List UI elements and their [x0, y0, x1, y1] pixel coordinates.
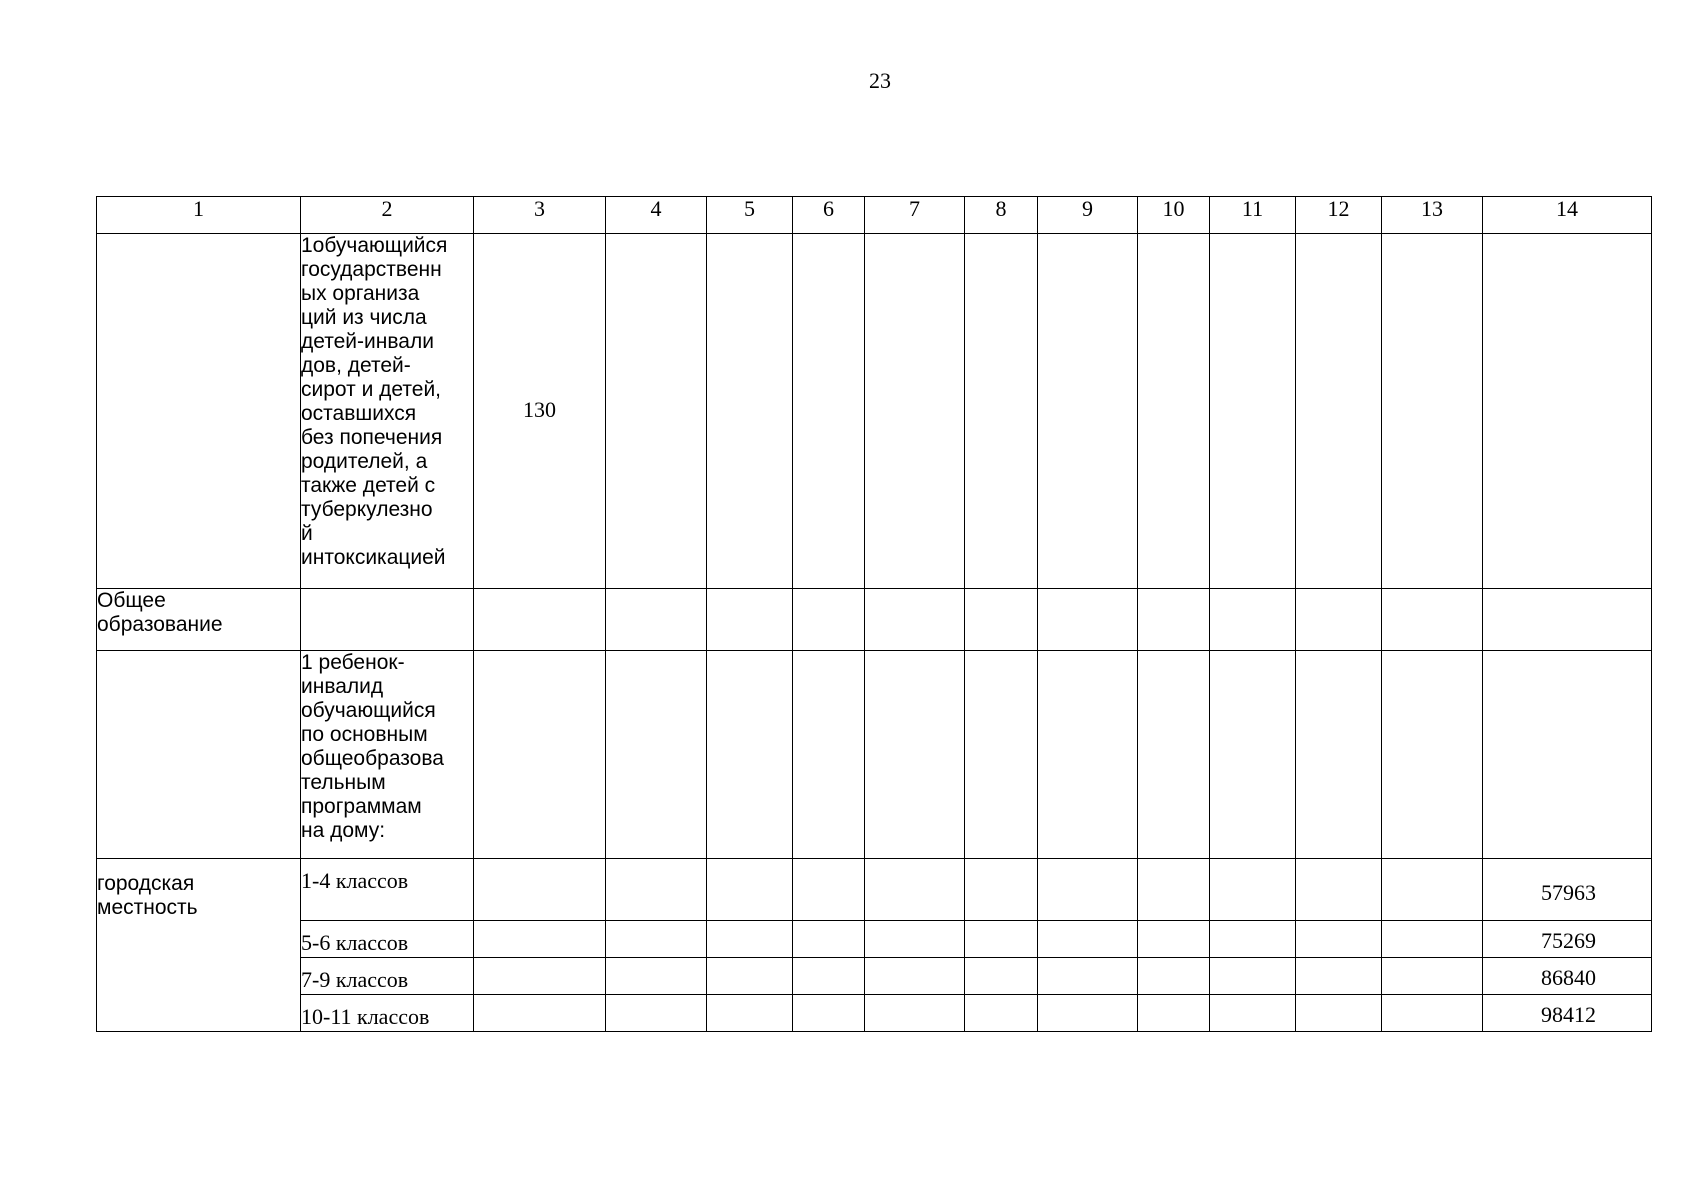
general-education-label: Общее образование [97, 589, 301, 651]
header-cell: 9 [1038, 197, 1138, 234]
header-cell: 7 [865, 197, 965, 234]
grade-range: 10-11 классов [301, 995, 474, 1032]
empty-cell [707, 234, 793, 589]
empty-cell [606, 958, 707, 995]
empty-cell [793, 921, 865, 958]
empty-cell [1483, 234, 1652, 589]
empty-cell [474, 651, 606, 859]
empty-cell [793, 651, 865, 859]
empty-cell [793, 958, 865, 995]
empty-cell [965, 921, 1038, 958]
empty-cell [1210, 234, 1296, 589]
empty-cell [965, 995, 1038, 1032]
boarding-student-value: 130 [474, 234, 606, 589]
empty-cell [707, 859, 793, 921]
empty-cell [1382, 958, 1483, 995]
empty-cell [1038, 958, 1138, 995]
empty-cell [606, 234, 707, 589]
header-cell: 6 [793, 197, 865, 234]
empty-cell [474, 995, 606, 1032]
empty-cell [965, 859, 1038, 921]
grade-range: 5-6 классов [301, 921, 474, 958]
empty-cell [474, 958, 606, 995]
empty-cell [1038, 589, 1138, 651]
table-row-urban-grade [97, 859, 1652, 921]
empty-cell [1138, 589, 1210, 651]
empty-cell [1138, 651, 1210, 859]
empty-cell [1382, 589, 1483, 651]
empty-cell [606, 859, 707, 921]
header-cell: 10 [1138, 197, 1210, 234]
header-cell: 11 [1210, 197, 1296, 234]
empty-cell [1210, 589, 1296, 651]
empty-cell [1138, 995, 1210, 1032]
empty-cell [606, 995, 707, 1032]
empty-cell [97, 651, 301, 859]
empty-cell [474, 921, 606, 958]
empty-cell [1483, 589, 1652, 651]
empty-cell [1296, 921, 1382, 958]
empty-cell [1210, 921, 1296, 958]
empty-cell [865, 921, 965, 958]
empty-cell [1382, 859, 1483, 921]
empty-cell [1296, 995, 1382, 1032]
empty-cell [707, 651, 793, 859]
empty-cell [1038, 651, 1138, 859]
grade-range: 1-4 классов [301, 859, 474, 921]
empty-cell [1382, 995, 1483, 1032]
header-cell: 2 [301, 197, 474, 234]
empty-cell [1210, 995, 1296, 1032]
header-cell: 1 [97, 197, 301, 234]
empty-cell [1138, 921, 1210, 958]
empty-cell [606, 589, 707, 651]
cost-value: 75269 [1483, 921, 1652, 958]
grade-range: 7-9 классов [301, 958, 474, 995]
data-table [96, 196, 1652, 1032]
boarding-student-description: 1обучающийся государственн ых организа ций из числа детей-инвали дов, детей- сирот и детей, оставшихся без попечения родителей, а также детей с туберкулезно й интоксикацией [301, 234, 474, 589]
empty-cell [793, 234, 865, 589]
table-row-general-education [97, 589, 1652, 651]
home-schooling-description: 1 ребенок- инвалид обучающийся по основным общеобразова тельным программам на дому: [301, 651, 474, 859]
empty-cell [1382, 921, 1483, 958]
header-cell: 14 [1483, 197, 1652, 234]
empty-cell [865, 234, 965, 589]
empty-cell [606, 651, 707, 859]
empty-cell [1296, 589, 1382, 651]
empty-cell [1296, 234, 1382, 589]
empty-cell [1038, 859, 1138, 921]
empty-cell [1038, 995, 1138, 1032]
empty-cell [1038, 921, 1138, 958]
empty-cell [606, 921, 707, 958]
empty-cell [1038, 234, 1138, 589]
empty-cell [965, 958, 1038, 995]
empty-cell [1138, 859, 1210, 921]
header-cell: 8 [965, 197, 1038, 234]
empty-cell [707, 921, 793, 958]
empty-cell [1210, 651, 1296, 859]
empty-cell [865, 651, 965, 859]
empty-cell [865, 859, 965, 921]
empty-cell [965, 651, 1038, 859]
empty-cell [1483, 651, 1652, 859]
empty-cell [474, 589, 606, 651]
empty-cell [1382, 234, 1483, 589]
empty-cell [965, 589, 1038, 651]
empty-cell [865, 958, 965, 995]
header-row [97, 197, 1652, 234]
empty-cell [1210, 958, 1296, 995]
urban-area-label: городская местность [97, 859, 301, 1032]
header-cell: 12 [1296, 197, 1382, 234]
header-cell: 3 [474, 197, 606, 234]
cost-value: 98412 [1483, 995, 1652, 1032]
page-number: 23 [869, 68, 891, 93]
empty-cell [707, 958, 793, 995]
cost-value: 57963 [1483, 859, 1652, 921]
empty-cell [1382, 651, 1483, 859]
table-row-home-schooling [97, 651, 1652, 859]
empty-cell [793, 859, 865, 921]
table-row-boarding [97, 234, 1652, 589]
empty-cell [865, 995, 965, 1032]
header-cell: 13 [1382, 197, 1483, 234]
empty-cell [97, 234, 301, 589]
empty-cell [707, 589, 793, 651]
table-row-urban-grade [97, 958, 1652, 995]
empty-cell [1296, 859, 1382, 921]
header-cell: 4 [606, 197, 707, 234]
table-row-urban-grade [97, 921, 1652, 958]
header-cell: 5 [707, 197, 793, 234]
empty-cell [1138, 958, 1210, 995]
empty-cell [1296, 958, 1382, 995]
empty-cell [1296, 651, 1382, 859]
empty-cell [707, 995, 793, 1032]
empty-cell [474, 859, 606, 921]
empty-cell [965, 234, 1038, 589]
table-row-urban-grade [97, 995, 1652, 1032]
cost-value: 86840 [1483, 958, 1652, 995]
empty-cell [1138, 234, 1210, 589]
empty-cell [1210, 859, 1296, 921]
empty-cell [793, 995, 865, 1032]
empty-cell [301, 589, 474, 651]
empty-cell [865, 589, 965, 651]
empty-cell [793, 589, 865, 651]
